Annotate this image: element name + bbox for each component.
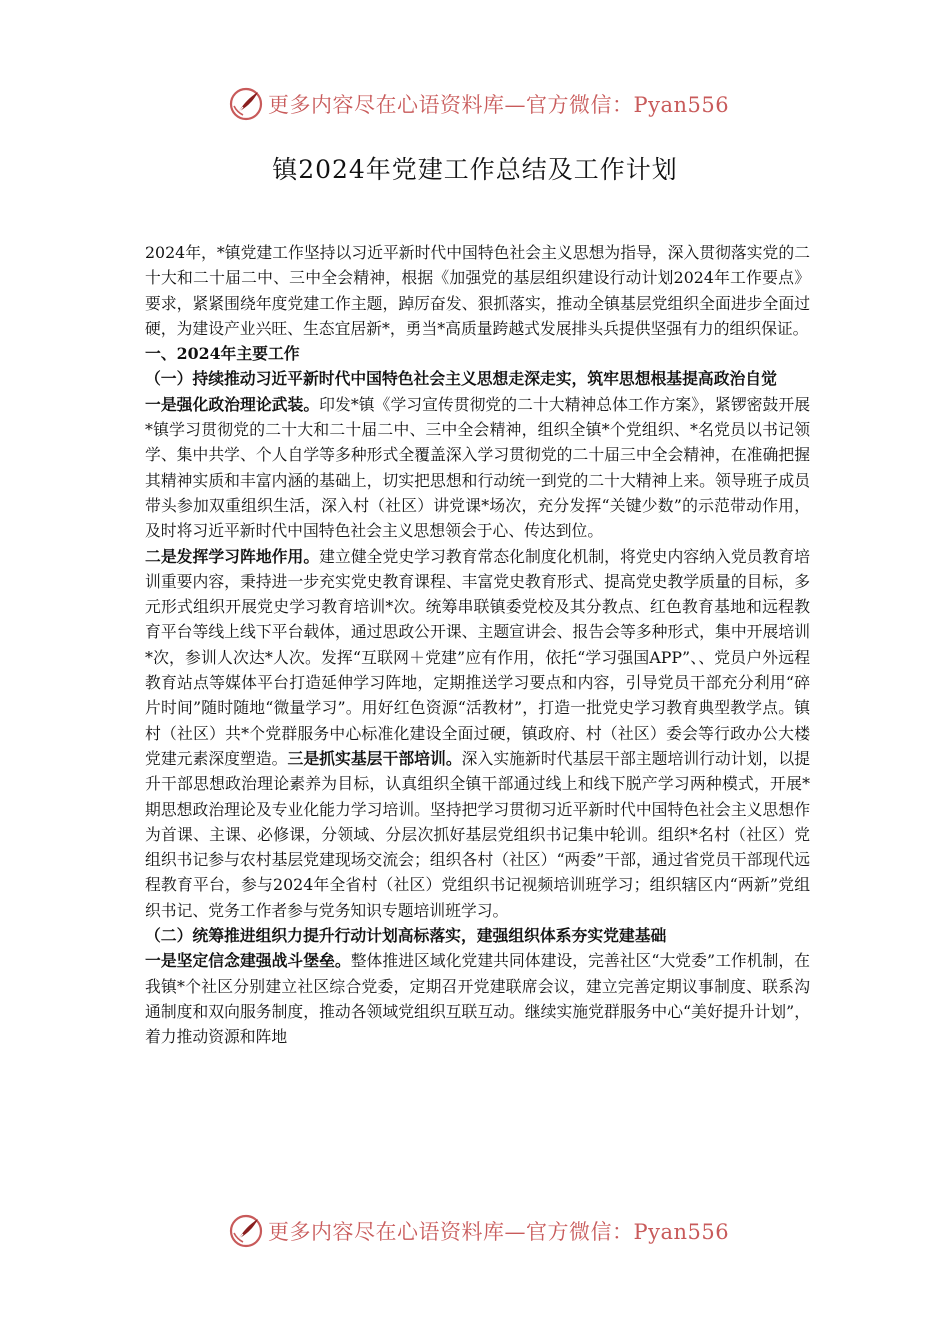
banner-text: 更多内容尽在心语资料库—官方微信：Pyan556 [268, 93, 730, 117]
banner-text: 更多内容尽在心语资料库—官方微信：Pyan556 [268, 1220, 730, 1244]
paragraph-text: 印发*镇《学习宣传贯彻党的二十大精神总体工作方案》，紧锣密鼓开展*镇学习贯彻党的二十大和二十届二中、三中全会精神，组织全镇*个党组织、*名党员以书记领学、集中共学、个人自学等多种形式全覆盖深入学习贯彻党的二十届三中全会精神，在准确把握其精神实质和丰富内涵的基础上，切实把思想和行动统一到党的二十大精神上来。领导班子成员带头参加双重组织生活，深入村（社区）讲党课*场次，充分发挥“关键少数”的示范带动作用，及时将习近平新时代中国特色社会主义思想领会于心、传达到位。 [145, 394, 810, 541]
paragraph-4 [145, 948, 810, 1049]
paragraph-lead: 二是发挥学习阵地作用。 [145, 546, 320, 566]
paragraph-text: 建立健全党史学习教育常态化制度化机制，将党史内容纳入党员教育培训重要内容，秉持进一步充实党史教育课程、丰富党史教育形式、提高党史教学质量的目标，多元形式组织开展党史学习教育培训*次。统筹串联镇委党校及其分教点、红色教育基地和远程教育平台等线上线下平台载体，通过思政公开课、主题宣讲会、报告会等多种形式，集中开展培训*次，参训人次达*人次。发挥“互联网＋党建”应有作用，依托“学习强国APP”、、党员户外远程教育站点等媒体平台打造延伸学习阵地，定期推送学习要点和内容，引导党员干部充分利用“碎片时间”随时随地“微量学习”。用好红色资源“活教材”，打造一批党史学习教育典型教学点。镇村（社区）共*个党群服务中心标准化建设全面过硬，镇政府、村（社区）委会等行政办公大楼党建元素深度塑造。 [145, 546, 810, 768]
document-title: 镇2024年党建工作总结及工作计划 [272, 155, 678, 184]
section-heading: 一、2024年主要工作 [145, 344, 300, 364]
paragraph-lead: 三是抓实基层干部培训。 [287, 748, 462, 768]
paragraph-lead: 一是坚定信念建强战斗堡垒。 [145, 951, 351, 971]
paragraph-2 [145, 544, 810, 923]
paragraph-text: 深入实施新时代基层干部主题培训行动计划，以提升干部思想政治理论素养为目标，认真组织全镇干部通过线上和线下脱产学习两种模式，开展*期思想政治理论及专业化能力学习培训。坚持把学习贯彻习近平新时代中国特色社会主义思想作为首课、主课、必修课，分领域、分层次抓好基层党组织书记集中轮训。组织*名村（社区）党组织书记参与农村基层党建现场交流会；组织各村（社区）“两委”干部，通过省党员干部现代远程教育平台，参与2024年全省村（社区）党组织书记视频培训班学习；组织辖区内“两新”党组织书记、党务工作者参与党务知识专题培训班学习。 [145, 748, 810, 920]
paragraph-lead: 一是强化政治理论武装。 [145, 394, 320, 414]
quill-logo-icon [228, 86, 264, 122]
quill-logo-icon [228, 1213, 264, 1249]
header-banner[interactable] [228, 84, 729, 124]
subsection-heading: （一）持续推动习近平新时代中国特色社会主义思想走深走实，筑牢思想根基提高政治自觉 [145, 369, 777, 389]
paragraph-1 [145, 392, 810, 544]
intro-paragraph: 2024年，*镇党建工作坚持以习近平新时代中国特色社会主义思想为指导，深入贯彻落实党的二十大和二十届二中、三中全会精神，根据《加强党的基层组织建设行动计划2024年工作要点》要求，紧紧围绕年度党建工作主题，踔厉奋发、狠抓落实，推动全镇基层党组织全面进步全面过硬，为建设产业兴旺、生态宜居新*，勇当*高质量跨越式发展排头兵提供坚强有力的组织保证。 [145, 243, 810, 338]
footer-banner[interactable] [228, 1211, 729, 1251]
document-body [145, 240, 810, 1050]
subsection-heading: （二）统筹推进组织力提升行动计划高标落实，建强组织体系夯实党建基础 [145, 926, 667, 946]
paragraph-text: 整体推进区域化党建共同体建设，完善社区“大党委”工作机制，在我镇*个社区分别建立社区综合党委，定期召开党建联席会议，建立完善定期议事制度、联系沟通制度和双向服务制度，推动各领域党组织互联互动。继续实施党群服务中心“美好提升计划”，着力推动资源和阵地 [145, 951, 810, 1047]
